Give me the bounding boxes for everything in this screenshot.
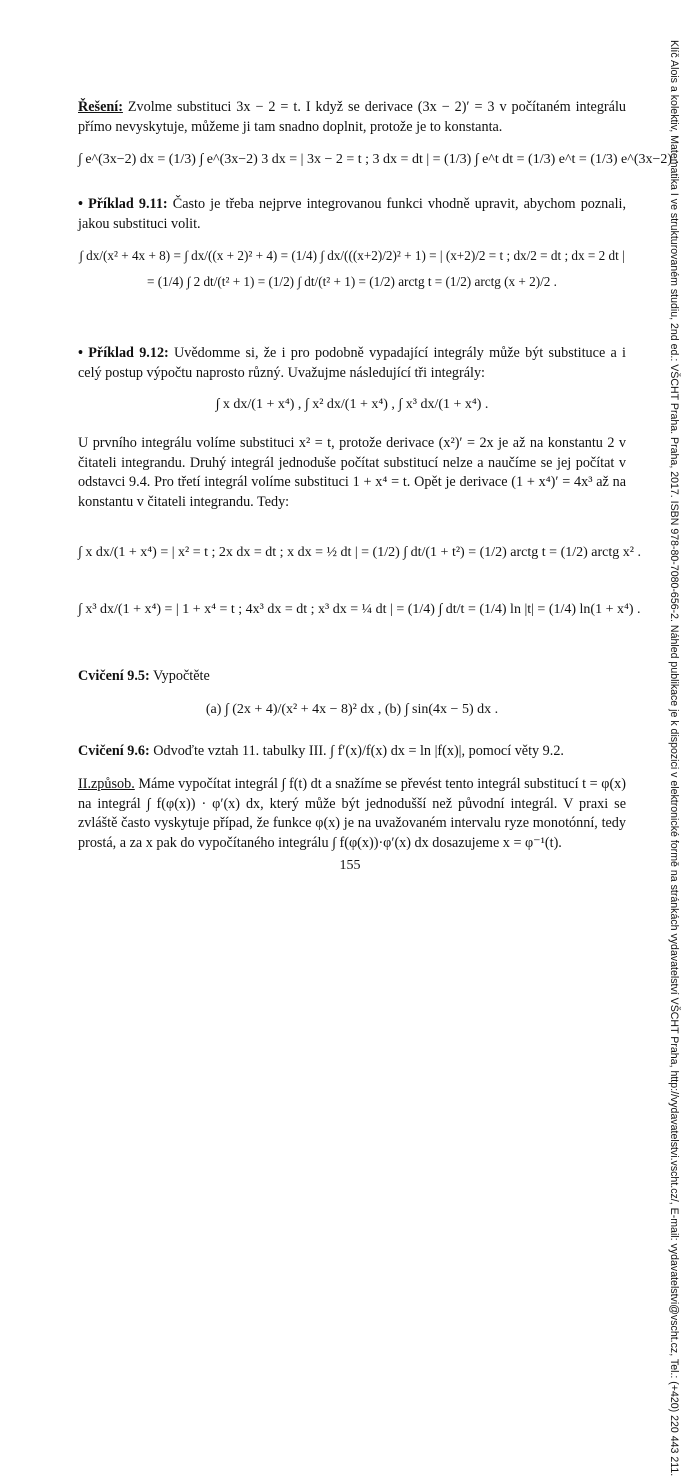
equation-6: (a) ∫ (2x + 4)/(x² + 4x − 8)² dx , (b) ∫ sin(4x − 5) dx .	[205, 702, 499, 717]
equation-4: ∫ x dx/(1 + x⁴) = | x² = t ; 2x dx = dt ; x dx = ½ dt | = (1/2) ∫ dt/(1 + t²) = (1/2) arctg t = (1/2) arctg x² .	[78, 545, 641, 560]
example-9-12-text: Uvědomme si, že i pro podobně vypadající integrály může být substituce a i celý postup výpočtu naprosto různý. Uvažujme následující tři integrály:	[78, 345, 626, 381]
integrals-paragraph: U prvního integrálu volíme substituci x² = t, protože derivace (x²)′ = 2x je až na konstantu 2 v čitateli integrandu. Druhý integrál jednoduše počítat substitucí nelze a naučíme se jej počítat v odstavci 9.4. Pro třetí integrál volíme substituci 1 + x⁴ = t. Opět je derivace (1 + x⁴)′ = 4x³ až na konstantu v čitateli integrandu. Tedy:	[78, 435, 626, 510]
method-2-text: Máme vypočítat integrál ∫ f(t) dt a snažíme se převést tento integrál substitucí t = φ(x) na integrál ∫ f(φ(x)) · φ′(x) dx, který může být jednodušší než původní integrál. V praxi se zvláště často vyskytuje případ, že funkce φ(x) je na uvažovaném intervalu ryze monotónní, tedy prostá, a za x pak do vypočítaného integrálu ∫ f(φ(x))·φ′(x) dx dosazujeme x = φ⁻¹(t).	[78, 776, 626, 851]
example-9-12	[78, 344, 626, 383]
page-number: 155	[339, 858, 361, 873]
exercise-9-5	[78, 667, 626, 687]
example-9-11	[78, 195, 626, 234]
solution-paragraph	[78, 98, 626, 137]
equation-2: ∫ dx/(x² + 4x + 8) = ∫ dx/((x + 2)² + 4) = (1/4) ∫ dx/(((x+2)/2)² + 1) = | (x+2)/2 = t ; dx/2 = dt ; dx = 2 dt | = (1/4) ∫ 2 dt/(t² + 1) = (1/2) ∫ dt/(t² + 1) = (1/2) arctg t = (1/2) arctg (x + 2)/2 .	[79, 248, 625, 289]
solution-label: Řešení:	[78, 99, 123, 115]
method-2-paragraph	[78, 775, 626, 853]
equation-1: ∫ e^(3x−2) dx = (1/3) ∫ e^(3x−2) 3 dx = | 3x − 2 = t ; 3 dx = dt | = (1/3) ∫ e^t dt = (1/3) e^t = (1/3) e^(3x−2) .	[78, 152, 680, 167]
example-9-12-label: • Příklad 9.12:	[78, 345, 169, 361]
exercise-9-6	[78, 742, 626, 762]
exercise-9-6-text: Odvoďte vztah 11. tabulky III. ∫ f′(x)/f(x) dx = ln |f(x)|, pomocí věty 9.2.	[153, 743, 564, 759]
example-9-11-label: • Příklad 9.11:	[78, 196, 168, 212]
method-2-label: II.způsob.	[78, 776, 135, 792]
side-note: Klíč Alois a kolektiv, Matematika I ve strukturovaném studiu, 2nd ed.: VŠCHT Praha. Praha, 2017. ISBN 978-80-7080-656-2. Náhled publikace je k dispozici v elektronické formě na stránkách vydavatelství VŠCHT Praha, http://vydavatelstvi.vscht.cz/, E-mail: vydavatelstvi@vscht.cz, Tel.: (+420) 220 443 211.	[668, 40, 680, 1476]
exercise-9-5-text: Vypočtěte	[153, 668, 210, 684]
solution-text: Zvolme substituci 3x − 2 = t. I když se derivace (3x − 2)′ = 3 v počítaném integrálu přímo nevyskytuje, můžeme ji tam snadno doplnit, protože je to konstanta.	[78, 99, 626, 135]
equation-5: ∫ x³ dx/(1 + x⁴) = | 1 + x⁴ = t ; 4x³ dx = dt ; x³ dx = ¼ dt | = (1/4) ∫ dt/t = (1/4) ln |t| = (1/4) ln(1 + x⁴) .	[78, 602, 641, 617]
example-9-11-text: Často je třeba nejprve integrovanou funkci vhodně upravit, abychom poznali, jakou substituci volit.	[78, 196, 626, 232]
exercise-9-6-label: Cvičení 9.6:	[78, 743, 150, 759]
exercise-9-5-label: Cvičení 9.5:	[78, 668, 150, 684]
equation-3: ∫ x dx/(1 + x⁴) , ∫ x² dx/(1 + x⁴) , ∫ x³ dx/(1 + x⁴) .	[215, 397, 489, 412]
side-note-container	[667, 40, 681, 1476]
